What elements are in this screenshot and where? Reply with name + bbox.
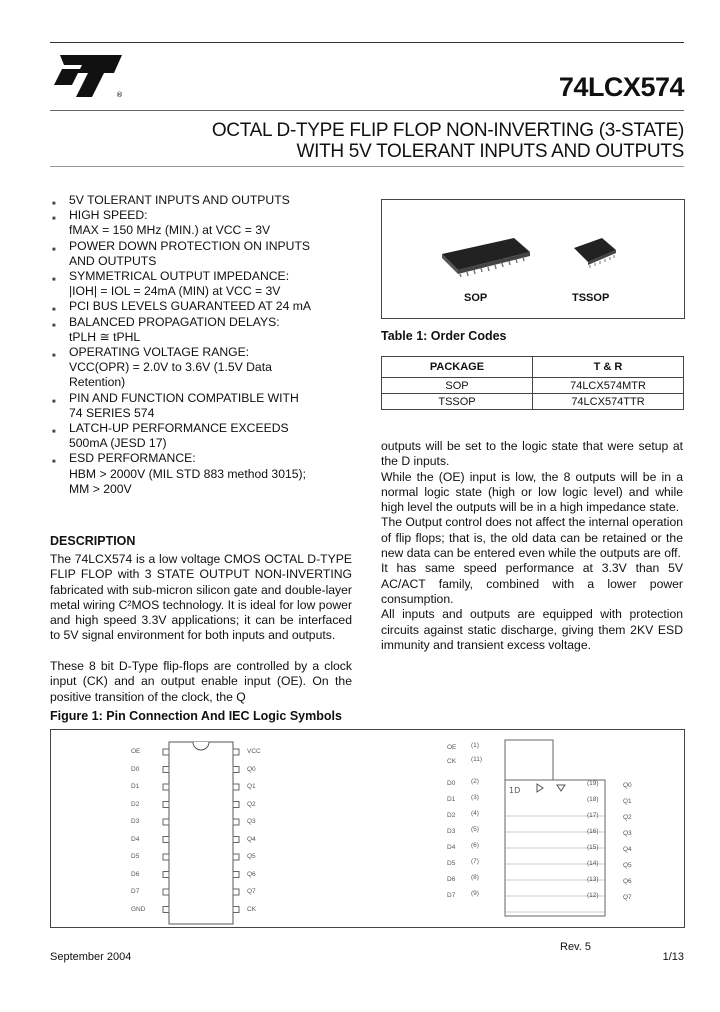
iec-input-label: D1 bbox=[447, 796, 456, 803]
right-column-text bbox=[381, 439, 683, 653]
pin-label: Q7 bbox=[247, 888, 256, 895]
feature-line: LATCH-UP PERFORMANCE EXCEEDS bbox=[69, 421, 289, 436]
dip-pin bbox=[163, 784, 169, 790]
right-para-4: It has same speed performance at 3.3V than 5V AC/ACT family, combined with a lower power consumption. bbox=[381, 561, 683, 606]
feature-item bbox=[52, 299, 357, 314]
description-para-1: The 74LCX574 is a low voltage CMOS OCTAL D-TYPE FLIP FLOP with 3 STATE OUTPUT NON-INVERTING fabricated with sub-micron silicon gate and double-layer metal wiring C²MOS technology. It is ideal for low power and high speed 3.3V applications; it can be interfaced to 5V signal environment for both inputs and outputs. bbox=[50, 552, 352, 643]
pin-label: Q2 bbox=[247, 800, 256, 808]
pin-label: OE bbox=[131, 748, 141, 755]
iec-input-label: D6 bbox=[447, 876, 456, 883]
document-title bbox=[44, 120, 684, 162]
pin-label: D0 bbox=[131, 765, 140, 773]
table-row bbox=[382, 394, 684, 410]
feature-line: PCI BUS LEVELS GUARANTEED AT 24 mA bbox=[69, 299, 312, 314]
iec-input-number: (9) bbox=[471, 890, 479, 897]
header-rule bbox=[50, 110, 684, 111]
iec-input-label: CK bbox=[447, 758, 457, 765]
iec-output-number: (18) bbox=[587, 796, 599, 803]
pin-label: Q4 bbox=[247, 835, 256, 843]
dip-pin bbox=[163, 802, 169, 808]
iec-input-number: (3) bbox=[471, 794, 479, 801]
iec-output-number: (17) bbox=[587, 812, 599, 819]
right-para-5: All inputs and outputs are equipped with protection circuits against static discharge, giving them 2KV ESD immunity and transient excess voltage. bbox=[381, 607, 683, 652]
iec-logic-symbol bbox=[499, 736, 609, 918]
pin-label: VCC bbox=[247, 748, 261, 755]
pin-label: D6 bbox=[131, 870, 140, 878]
order-table-header: PACKAGE bbox=[382, 357, 533, 378]
iec-input-label: OE bbox=[447, 744, 457, 751]
dip-pin bbox=[233, 889, 239, 895]
dip-pin bbox=[163, 872, 169, 878]
dip-chip-diagram bbox=[161, 738, 241, 928]
dip-pin bbox=[233, 837, 239, 843]
bullet-icon: ■ bbox=[52, 353, 56, 360]
iec-input-label: D0 bbox=[447, 780, 456, 787]
bullet-icon: ■ bbox=[52, 216, 56, 223]
bullet-icon: ■ bbox=[52, 201, 56, 207]
dip-pin bbox=[233, 854, 239, 860]
pin-label: Q0 bbox=[247, 765, 256, 773]
dip-pin bbox=[163, 819, 169, 825]
iec-output-label: Q1 bbox=[623, 798, 632, 805]
iec-input-number: (7) bbox=[471, 858, 479, 865]
feature-item bbox=[52, 269, 357, 299]
feature-list bbox=[52, 193, 357, 497]
feature-line: 74 SERIES 574 bbox=[69, 405, 155, 420]
iec-output-label: Q3 bbox=[623, 830, 632, 837]
sop-package-image bbox=[434, 232, 534, 277]
feature-line: Retention) bbox=[69, 375, 126, 390]
footer-date: September 2004 bbox=[50, 951, 132, 963]
iec-input-label: D5 bbox=[447, 860, 456, 867]
order-table bbox=[381, 356, 684, 410]
bullet-icon: ■ bbox=[52, 322, 56, 329]
order-table-caption: Table 1: Order Codes bbox=[381, 329, 507, 343]
figure-caption: Figure 1: Pin Connection And IEC Logic Symbols bbox=[50, 709, 342, 723]
dip-pin bbox=[233, 749, 239, 755]
iec-output-label: Q6 bbox=[623, 878, 632, 885]
svg-text:1D: 1D bbox=[509, 786, 521, 795]
feature-line: HBM > 2000V (MIL STD 883 method 3015); bbox=[69, 466, 306, 481]
iec-input-number: (6) bbox=[471, 842, 479, 849]
bullet-icon: ■ bbox=[52, 307, 56, 314]
pin-label: D7 bbox=[131, 888, 140, 895]
title-line-1: OCTAL D-TYPE FLIP FLOP NON-INVERTING (3-STATE) bbox=[211, 120, 684, 141]
iec-input-number: (4) bbox=[471, 810, 479, 817]
right-para-2: While the (OE) input is low, the 8 outputs will be in a normal logic state (high or low logic level) and while high level the outputs will be in a high impedance state. bbox=[381, 469, 683, 515]
feature-line: AND OUTPUTS bbox=[69, 253, 157, 268]
top-rule bbox=[50, 42, 684, 43]
pin-label: D5 bbox=[131, 853, 140, 860]
feature-line: SYMMETRICAL OUTPUT IMPEDANCE: bbox=[69, 269, 290, 284]
iec-output-label: Q4 bbox=[623, 846, 632, 853]
package-images bbox=[381, 199, 685, 319]
figure-box bbox=[50, 729, 685, 928]
pin-label: Q3 bbox=[247, 818, 256, 825]
footer-page: 1/13 bbox=[662, 951, 684, 963]
part-number: 74LCX574 bbox=[558, 72, 684, 102]
dip-pin bbox=[163, 837, 169, 843]
iec-input-number: (11) bbox=[471, 756, 483, 763]
title-line-2: WITH 5V TOLERANT INPUTS AND OUTPUTS bbox=[296, 141, 684, 162]
feature-item bbox=[52, 239, 357, 269]
iec-output-number: (14) bbox=[587, 860, 599, 867]
feature-line: tPLH ≅ tPHL bbox=[69, 329, 141, 344]
tssop-label: TSSOP bbox=[572, 292, 610, 304]
dip-pin bbox=[233, 802, 239, 808]
dip-pin bbox=[233, 907, 239, 913]
description-heading: DESCRIPTION bbox=[50, 534, 136, 548]
table-cell: SOP bbox=[382, 378, 533, 394]
pin-label: D3 bbox=[131, 818, 140, 825]
feature-item bbox=[52, 421, 357, 451]
iec-input-number: (2) bbox=[471, 778, 479, 785]
footer-rev: Rev. 5 bbox=[560, 941, 591, 953]
dip-pin bbox=[163, 767, 169, 773]
pin-label: Q6 bbox=[247, 870, 256, 878]
dip-pin bbox=[233, 784, 239, 790]
title-rule bbox=[50, 166, 684, 167]
table-cell: 74LCX574MTR bbox=[533, 378, 684, 394]
bullet-icon: ■ bbox=[52, 429, 56, 436]
feature-line: |IOH| = IOL = 24mA (MIN) at VCC = 3V bbox=[69, 284, 281, 299]
right-para-3: The Output control does not affect the internal operation of flip flops; that is, the old data can be retained or the new data can be entered even while the outputs are off. bbox=[381, 515, 683, 561]
iec-input-label: D3 bbox=[447, 828, 456, 835]
feature-line: MM > 200V bbox=[69, 481, 132, 496]
st-logo bbox=[52, 53, 124, 99]
iec-input-number: (8) bbox=[471, 874, 479, 881]
pin-label: CK bbox=[247, 905, 257, 913]
feature-line: PIN AND FUNCTION COMPATIBLE WITH bbox=[69, 390, 299, 405]
pin-label: GND bbox=[131, 905, 146, 913]
description-para-2: These 8 bit D-Type flip-flops are controlled by a clock input (CK) and an output enable input (OE). On the positive transition of the clock, the Q bbox=[50, 659, 352, 704]
pin-label: D1 bbox=[131, 783, 140, 790]
bullet-icon: ■ bbox=[52, 398, 56, 405]
pin-label: Q1 bbox=[247, 783, 256, 790]
feature-line: HIGH SPEED: bbox=[69, 208, 148, 223]
pin-label: Q5 bbox=[247, 853, 256, 860]
feature-line: OPERATING VOLTAGE RANGE: bbox=[69, 345, 250, 360]
tssop-package-image bbox=[570, 234, 620, 270]
iec-input-label: D7 bbox=[447, 892, 456, 899]
iec-output-number: (15) bbox=[587, 844, 599, 851]
iec-output-number: (16) bbox=[587, 828, 599, 835]
feature-item bbox=[52, 315, 357, 345]
iec-output-number: (12) bbox=[587, 892, 599, 899]
iec-input-label: D4 bbox=[447, 844, 456, 851]
dip-pin bbox=[233, 767, 239, 773]
iec-input-label: D2 bbox=[447, 812, 456, 819]
feature-item bbox=[52, 208, 357, 238]
iec-output-label: Q7 bbox=[623, 894, 632, 901]
svg-text:®: ® bbox=[116, 91, 123, 99]
dip-pin bbox=[163, 907, 169, 913]
feature-item bbox=[52, 391, 357, 421]
iec-input-number: (5) bbox=[471, 826, 479, 833]
bullet-icon: ■ bbox=[52, 246, 56, 253]
feature-line: BALANCED PROPAGATION DELAYS: bbox=[69, 314, 280, 329]
iec-output-label: Q5 bbox=[623, 862, 632, 869]
iec-output-number: (13) bbox=[587, 876, 599, 883]
feature-line: POWER DOWN PROTECTION ON INPUTS bbox=[69, 238, 311, 253]
bullet-icon: ■ bbox=[52, 459, 56, 466]
feature-line: VCC(OPR) = 2.0V to 3.6V (1.5V Data bbox=[69, 360, 272, 375]
feature-item bbox=[52, 345, 357, 391]
table-row bbox=[382, 378, 684, 394]
feature-item bbox=[52, 193, 357, 208]
order-table-header: T & R bbox=[533, 357, 684, 378]
feature-line: ESD PERFORMANCE: bbox=[69, 451, 196, 466]
feature-line: 5V TOLERANT INPUTS AND OUTPUTS bbox=[69, 193, 290, 207]
iec-output-number: (19) bbox=[587, 780, 599, 787]
iec-output-label: Q2 bbox=[623, 814, 632, 821]
table-cell: 74LCX574TTR bbox=[533, 394, 684, 410]
feature-line: fMAX = 150 MHz (MIN.) at VCC = 3V bbox=[69, 223, 271, 238]
pin-label: D2 bbox=[131, 800, 140, 808]
right-para-1: outputs will be set to the logic state that were setup at the D inputs. bbox=[381, 439, 683, 469]
dip-pin bbox=[163, 854, 169, 860]
iec-input-number: (1) bbox=[471, 742, 479, 749]
table-cell: TSSOP bbox=[382, 394, 533, 410]
sop-label: SOP bbox=[464, 292, 488, 304]
dip-pin bbox=[163, 889, 169, 895]
iec-output-label: Q0 bbox=[623, 782, 632, 789]
feature-line: 500mA (JESD 17) bbox=[69, 436, 167, 451]
pin-label: D4 bbox=[131, 835, 140, 843]
dip-pin bbox=[163, 749, 169, 755]
dip-pin bbox=[233, 872, 239, 878]
feature-item bbox=[52, 451, 357, 497]
bullet-icon: ■ bbox=[52, 277, 56, 284]
dip-pin bbox=[233, 819, 239, 825]
